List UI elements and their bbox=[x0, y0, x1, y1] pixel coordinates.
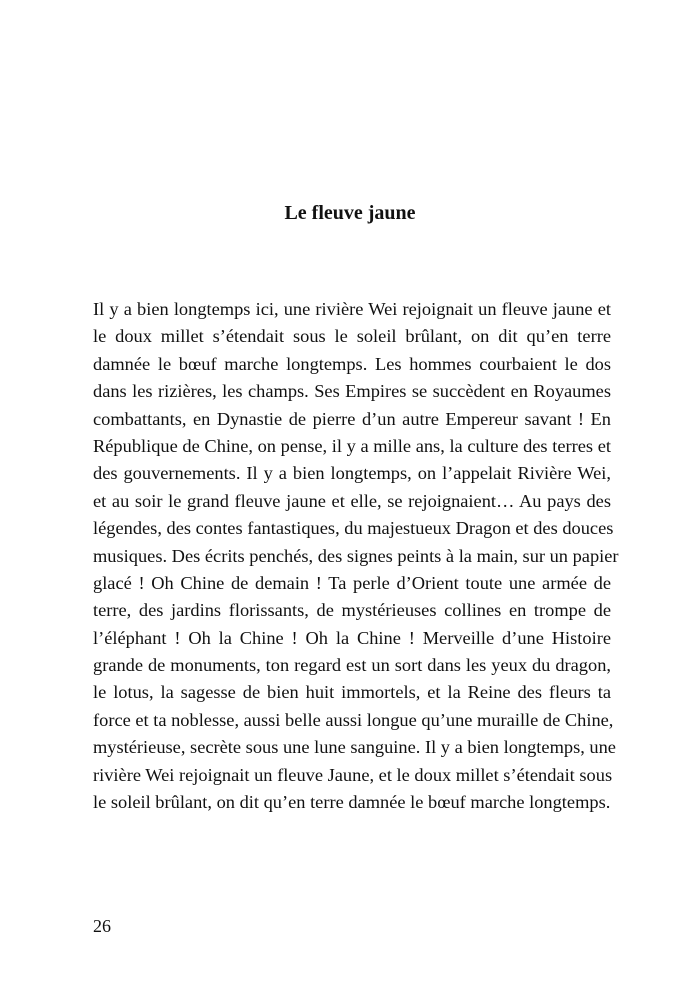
text-line: légendes, des contes fantastiques, du majestueux Dragon et des douces bbox=[93, 518, 614, 539]
text-line: rivière Wei rejoignait un fleuve Jaune, et le doux millet s’étendait sous bbox=[93, 764, 613, 785]
text-line: l’éléphant ! Oh la Chine ! Oh la Chine ! Merveille d’une Histoire bbox=[93, 627, 611, 648]
text-line: terre, des jardins florissants, de mystérieuses collines en trompe de bbox=[93, 600, 611, 621]
text-line: musiques. Des écrits penchés, des signes peints à la main, sur un papier bbox=[93, 545, 619, 566]
text-line: damnée le bœuf marche longtemps. Les hommes courbaient le dos bbox=[93, 353, 611, 374]
text-line: glacé ! Oh Chine de demain ! Ta perle d’Orient toute une armée de bbox=[93, 572, 611, 593]
text-line: le doux millet s’étendait sous le soleil brûlant, on dit qu’en terre bbox=[93, 326, 611, 347]
chapter-title: Le fleuve jaune bbox=[284, 202, 416, 224]
page-number: 26 bbox=[93, 916, 111, 936]
text-line: et au soir le grand fleuve jaune et elle, se rejoignaient… Au pays des bbox=[93, 490, 611, 511]
text-line: dans les rizières, les champs. Ses Empires se succèdent en Royaumes bbox=[93, 381, 611, 402]
text-line: le soleil brûlant, on dit qu’en terre damnée le bœuf marche longtemps. bbox=[93, 792, 611, 813]
text-line: des gouvernements. Il y a bien longtemps, on l’appelait Rivière Wei, bbox=[93, 463, 611, 484]
text-line: Il y a bien longtemps ici, une rivière Wei rejoignait un fleuve jaune et bbox=[93, 299, 611, 319]
text-line: combattants, en Dynastie de pierre d’un autre Empereur savant ! En bbox=[93, 408, 611, 429]
poem-paragraph bbox=[93, 296, 619, 816]
text-line: grande de monuments, ton regard est un sort dans les yeux du dragon, bbox=[93, 655, 611, 676]
text-line: le lotus, la sagesse de bien huit immortels, et la Reine des fleurs ta bbox=[93, 682, 611, 703]
text-line: force et ta noblesse, aussi belle aussi longue qu’une muraille de Chine, bbox=[93, 709, 614, 730]
text-line: République de Chine, on pense, il y a mille ans, la culture des terres et bbox=[93, 435, 611, 456]
text-line: mystérieuse, secrète sous une lune sanguine. Il y a bien longtemps, une bbox=[93, 737, 616, 758]
